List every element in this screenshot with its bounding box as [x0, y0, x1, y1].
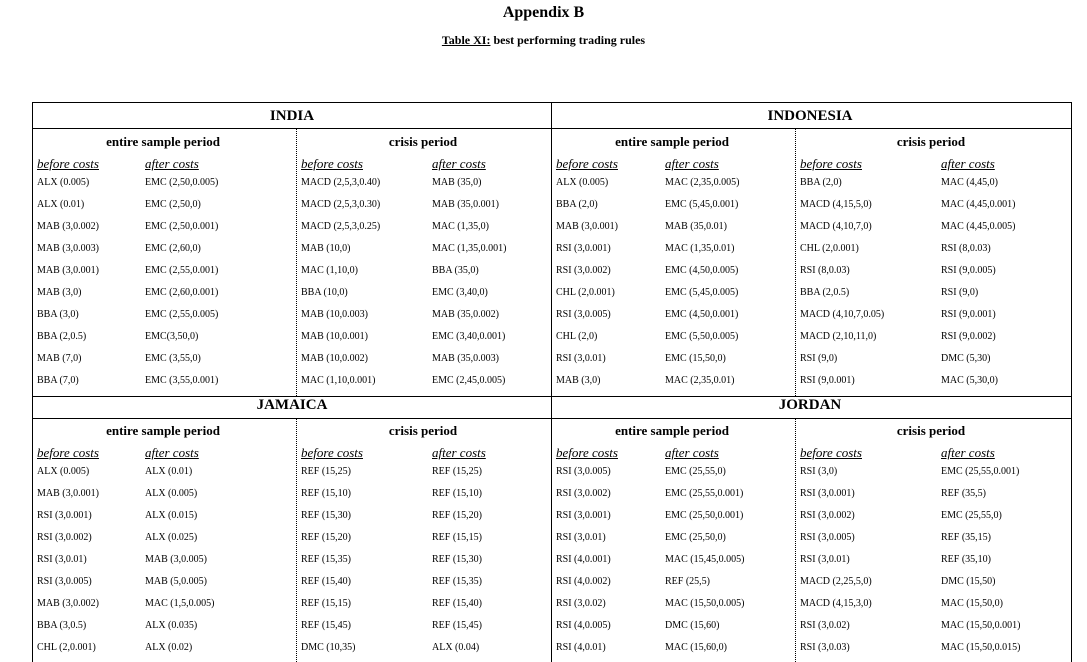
- col-after-costs: after costs: [432, 156, 486, 171]
- table-cell: REF (15,35): [432, 576, 482, 587]
- table-cell: MAC (1,10,0): [301, 265, 358, 276]
- table-cell: REF (35,5): [941, 488, 986, 499]
- table-cell: MAB (35,0): [432, 177, 482, 188]
- table-cell: MAC (4,45,0): [941, 177, 998, 188]
- country-divider: [551, 102, 552, 662]
- table-cell: EMC (5,50,0.005): [665, 331, 739, 342]
- table-cell: MACD (4,10,7,0.05): [800, 309, 885, 320]
- table-cell: RSI (4,0.001): [556, 554, 611, 565]
- table-cell: RSI (3,0.002): [37, 532, 92, 543]
- table-cell: ALX (0.01): [37, 199, 85, 210]
- table-cell: MAC (15,60,0): [665, 642, 727, 653]
- table-cell: MAC (4,45,0.005): [941, 221, 1016, 232]
- table-cell: REF (15,30): [432, 554, 482, 565]
- table-cell: ALX (0.02): [145, 642, 193, 653]
- table-cell: REF (15,10): [301, 488, 351, 499]
- table-cell: RSI (3,0.005): [556, 309, 611, 320]
- table-cell: MACD (4,10,7,0): [800, 221, 872, 232]
- table-cell: REF (15,35): [301, 554, 351, 565]
- table-cell: EMC (5,45,0.005): [665, 287, 739, 298]
- period-heading-entire: entire sample period: [106, 134, 220, 149]
- table-cell: DMC (5,30): [941, 353, 991, 364]
- table-cell: EMC (4,50,0.005): [665, 265, 739, 276]
- table-cell: MACD (2,5,3,0.40): [301, 177, 381, 188]
- table-cell: REF (15,30): [301, 510, 351, 521]
- table-caption: [0, 33, 1087, 48]
- table-label: Table XI:: [441, 33, 491, 47]
- table-cell: RSI (9,0.001): [941, 309, 996, 320]
- table-cell: ALX (0.005): [37, 466, 90, 477]
- table-cell: ALX (0.005): [37, 177, 90, 188]
- table-rule: [32, 418, 1072, 419]
- table-cell: EMC (25,55,0): [665, 466, 726, 477]
- col-before-costs: before costs: [37, 156, 99, 171]
- table-cell: REF (15,15): [432, 532, 482, 543]
- table-cell: EMC (2,45,0.005): [432, 375, 506, 386]
- table-cell: RSI (8,0.03): [941, 243, 991, 254]
- table-cell: BBA (2,0.5): [37, 331, 87, 342]
- table-cell: REF (15,40): [301, 576, 351, 587]
- period-heading-crisis: crisis period: [388, 134, 458, 149]
- period-heading-entire: entire sample period: [106, 423, 220, 438]
- table-cell: MAB (3,0.001): [37, 265, 99, 276]
- table-cell: BBA (7,0): [37, 375, 79, 386]
- col-before-costs: before costs: [37, 445, 99, 460]
- table-cell: ALX (0.01): [145, 466, 193, 477]
- table-cell: CHL (2,0.001): [37, 642, 96, 653]
- table-cell: RSI (3,0.005): [800, 532, 855, 543]
- table-cell: MACD (2,5,3,0.30): [301, 199, 381, 210]
- table-cell: DMC (15,60): [665, 620, 720, 631]
- table-cell: EMC (15,50,0): [665, 353, 726, 364]
- col-after-costs: after costs: [665, 156, 719, 171]
- table-cell: DMC (15,50): [941, 576, 996, 587]
- table-cell: EMC (3,40,0.001): [432, 331, 506, 342]
- country-heading-indonesia: INDONESIA: [767, 108, 853, 124]
- table-cell: RSI (3,0.01): [800, 554, 850, 565]
- table-cell: MAC (2,35,0.01): [665, 375, 735, 386]
- table-cell: RSI (3,0.001): [556, 510, 611, 521]
- table-cell: RSI (9,0.001): [800, 375, 855, 386]
- col-before-costs: before costs: [556, 156, 618, 171]
- table-cell: MAB (3,0): [37, 287, 82, 298]
- table-cell: RSI (4,0.005): [556, 620, 611, 631]
- table-cell: MAB (10,0): [301, 243, 351, 254]
- table-cell: RSI (9,0.005): [941, 265, 996, 276]
- table-cell: CHL (2,0.001): [800, 243, 859, 254]
- col-before-costs: before costs: [301, 156, 363, 171]
- table-cell: DMC (10,35): [301, 642, 356, 653]
- period-heading-crisis: crisis period: [896, 134, 966, 149]
- table-cell: MAB (3,0): [556, 375, 601, 386]
- table-cell: MACD (4,15,5,0): [800, 199, 872, 210]
- col-after-costs: after costs: [145, 156, 199, 171]
- table-cell: ALX (0.025): [145, 532, 198, 543]
- table-cell: MAB (35,0.002): [432, 309, 499, 320]
- table-cell: RSI (3,0): [800, 466, 838, 477]
- table-cell: ALX (0.035): [145, 620, 198, 631]
- table-caption-text: best performing trading rules: [490, 33, 646, 47]
- table-cell: EMC(3,50,0): [145, 331, 199, 342]
- table-cell: MACD (2,25,5,0): [800, 576, 872, 587]
- table-cell: EMC (25,50,0): [665, 532, 726, 543]
- table-cell: MAB (3,0.002): [37, 221, 99, 232]
- table-cell: ALX (0.015): [145, 510, 198, 521]
- table-cell: EMC (25,55,0): [941, 510, 1002, 521]
- table-cell: MAB (35,0.01): [665, 221, 727, 232]
- table-cell: MAC (1,35,0.001): [432, 243, 507, 254]
- col-before-costs: before costs: [556, 445, 618, 460]
- col-after-costs: after costs: [432, 445, 486, 460]
- table-cell: RSI (3,0.002): [556, 265, 611, 276]
- table-cell: MAC (15,50,0): [941, 598, 1003, 609]
- table-cell: RSI (3,0.005): [37, 576, 92, 587]
- table-cell: RSI (3,0.001): [37, 510, 92, 521]
- table-cell: MAB (10,0.003): [301, 309, 368, 320]
- table-cell: MAC (1,35,0): [432, 221, 489, 232]
- table-cell: MAC (4,45,0.001): [941, 199, 1016, 210]
- table-cell: RSI (3,0.02): [556, 598, 606, 609]
- table-cell: MAC (5,30,0): [941, 375, 998, 386]
- table-cell: MAB (35,0.003): [432, 353, 499, 364]
- table-cell: REF (35,15): [941, 532, 991, 543]
- table-cell: EMC (3,55,0.001): [145, 375, 219, 386]
- table-cell: REF (25,5): [665, 576, 710, 587]
- table-cell: RSI (3,0.03): [800, 642, 850, 653]
- table-cell: RSI (9,0): [941, 287, 979, 298]
- table-cell: RSI (3,0.02): [800, 620, 850, 631]
- table-cell: RSI (3,0.002): [800, 510, 855, 521]
- table-cell: REF (15,20): [301, 532, 351, 543]
- table-cell: RSI (3,0.002): [556, 488, 611, 499]
- col-after-costs: after costs: [941, 156, 995, 171]
- country-heading-jordan: JORDAN: [778, 397, 842, 413]
- table-cell: EMC (2,50,0.001): [145, 221, 219, 232]
- table-cell: EMC (2,50,0): [145, 199, 201, 210]
- table-cell: MAB (10,0.002): [301, 353, 368, 364]
- table-cell: RSI (9,0.002): [941, 331, 996, 342]
- table-cell: EMC (2,55,0.005): [145, 309, 219, 320]
- table-cell: MAC (15,50,0.015): [941, 642, 1021, 653]
- period-heading-entire: entire sample period: [615, 134, 729, 149]
- table-cell: EMC (3,55,0): [145, 353, 201, 364]
- table-cell: REF (15,15): [301, 598, 351, 609]
- table-cell: MAB (35,0.001): [432, 199, 499, 210]
- table-rule: [32, 396, 1072, 397]
- table-cell: EMC (25,55,0.001): [941, 466, 1020, 477]
- table-cell: MAB (3,0.002): [37, 598, 99, 609]
- table-cell: RSI (3,0.01): [37, 554, 87, 565]
- table-cell: RSI (3,0.005): [556, 466, 611, 477]
- appendix-title: Appendix B: [502, 4, 585, 21]
- table-cell: REF (15,45): [301, 620, 351, 631]
- table-cell: REF (15,25): [301, 466, 351, 477]
- col-before-costs: before costs: [301, 445, 363, 460]
- table-cell: EMC (2,50,0.005): [145, 177, 219, 188]
- table-cell: REF (35,10): [941, 554, 991, 565]
- table-cell: MAC (1,5,0.005): [145, 598, 215, 609]
- col-after-costs: after costs: [145, 445, 199, 460]
- period-heading-crisis: crisis period: [896, 423, 966, 438]
- table-rule: [32, 128, 1072, 129]
- table-cell: CHL (2,0.001): [556, 287, 615, 298]
- table-cell: MAC (15,50,0.005): [665, 598, 745, 609]
- table-cell: RSI (3,0.01): [556, 532, 606, 543]
- col-after-costs: after costs: [941, 445, 995, 460]
- table-cell: BBA (10,0): [301, 287, 348, 298]
- table-cell: MACD (4,15,3,0): [800, 598, 872, 609]
- table-cell: MACD (2,10,11,0): [800, 331, 877, 342]
- table-cell: RSI (3,0.01): [556, 353, 606, 364]
- table-cell: BBA (3,0.5): [37, 620, 87, 631]
- table-cell: RSI (8,0.03): [800, 265, 850, 276]
- period-heading-entire: entire sample period: [615, 423, 729, 438]
- period-divider: [296, 128, 297, 396]
- table-cell: MAC (15,45,0.005): [665, 554, 745, 565]
- country-heading-jamaica: JAMAICA: [256, 397, 328, 413]
- period-divider: [296, 418, 297, 662]
- table-cell: REF (15,45): [432, 620, 482, 631]
- table-cell: REF (15,40): [432, 598, 482, 609]
- table-cell: RSI (3,0.001): [800, 488, 855, 499]
- table-cell: RSI (3,0.001): [556, 243, 611, 254]
- table-cell: EMC (5,45,0.001): [665, 199, 739, 210]
- table-cell: CHL (2,0): [556, 331, 598, 342]
- table-cell: MAC (1,35,0.01): [665, 243, 735, 254]
- table-cell: ALX (0.005): [556, 177, 609, 188]
- table-cell: EMC (2,55,0.001): [145, 265, 219, 276]
- table-cell: EMC (25,50,0.001): [665, 510, 744, 521]
- table-cell: MAC (15,50,0.001): [941, 620, 1021, 631]
- col-before-costs: before costs: [800, 156, 862, 171]
- table-cell: RSI (9,0): [800, 353, 838, 364]
- country-heading-india: INDIA: [269, 108, 315, 124]
- col-after-costs: after costs: [665, 445, 719, 460]
- table-cell: BBA (2,0.5): [800, 287, 850, 298]
- table-cell: BBA (2,0): [800, 177, 842, 188]
- table-cell: EMC (2,60,0): [145, 243, 201, 254]
- period-heading-crisis: crisis period: [388, 423, 458, 438]
- table-cell: MAB (3,0.001): [37, 488, 99, 499]
- table-cell: MAC (2,35,0.005): [665, 177, 740, 188]
- table-cell: REF (15,10): [432, 488, 482, 499]
- table-cell: BBA (35,0): [432, 265, 479, 276]
- table-cell: EMC (4,50,0.001): [665, 309, 739, 320]
- table-cell: RSI (4,0.002): [556, 576, 611, 587]
- table-cell: BBA (2,0): [556, 199, 598, 210]
- table-cell: EMC (25,55,0.001): [665, 488, 744, 499]
- table-cell: BBA (3,0): [37, 309, 79, 320]
- table-cell: MAB (3,0.001): [556, 221, 618, 232]
- table-cell: ALX (0.005): [145, 488, 198, 499]
- table-cell: EMC (2,60,0.001): [145, 287, 219, 298]
- table-cell: MAB (5,0.005): [145, 576, 207, 587]
- table-cell: REF (15,25): [432, 466, 482, 477]
- table-cell: ALX (0.04): [432, 642, 480, 653]
- table-cell: MAB (3,0.005): [145, 554, 207, 565]
- table-cell: REF (15,20): [432, 510, 482, 521]
- table-cell: MAC (1,10,0.001): [301, 375, 376, 386]
- table-cell: EMC (3,40,0): [432, 287, 488, 298]
- table-cell: MAB (7,0): [37, 353, 82, 364]
- period-divider: [795, 128, 796, 396]
- table-cell: RSI (4,0.01): [556, 642, 606, 653]
- table-cell: MAB (10,0.001): [301, 331, 368, 342]
- table-cell: MACD (2,5,3,0.25): [301, 221, 381, 232]
- period-divider: [795, 418, 796, 662]
- table-cell: MAB (3,0.003): [37, 243, 99, 254]
- col-before-costs: before costs: [800, 445, 862, 460]
